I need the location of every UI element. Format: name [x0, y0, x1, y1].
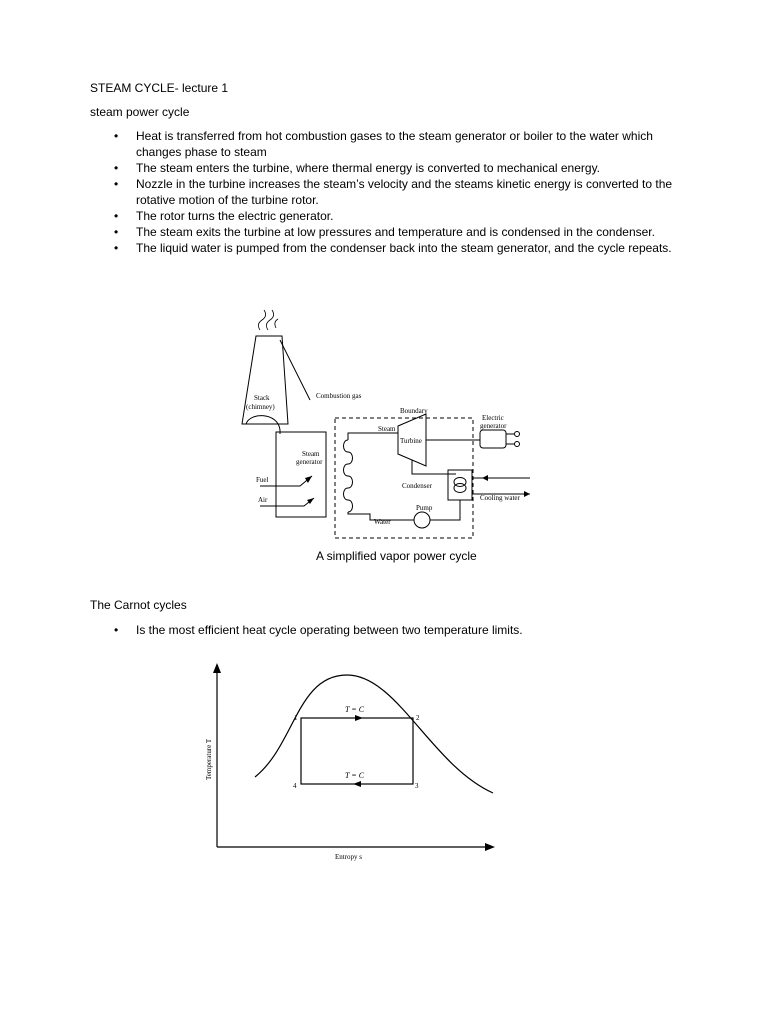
top-flow-arrow [355, 715, 363, 721]
water-label: Water [374, 518, 391, 526]
bullet-text: Heat is transferred from hot combustion gases to the steam generator or boiler to the water which changes phase to steam [136, 129, 653, 159]
combustion-gas-label: Combustion gas [316, 392, 362, 400]
carnot-ts-diagram [195, 655, 505, 870]
condenser-label: Condenser [402, 482, 432, 490]
cooling-water-label: Cooling water [480, 494, 520, 502]
electric-generator-label-2: generator [480, 422, 507, 430]
stack-label-2: (chimney) [246, 403, 275, 411]
figure1-caption: A simplified vapor power cycle [316, 549, 477, 563]
section2-heading: The Carnot cycles [90, 598, 187, 612]
steam-label: Steam [378, 425, 396, 433]
steam-generator [276, 432, 326, 517]
electric-generator [480, 430, 506, 448]
bullet-dot-icon: • [114, 241, 119, 255]
steam-generator-label-1: Steam [302, 450, 320, 458]
bullet-text: The rotor turns the electric generator. [136, 209, 334, 223]
bullet-text: Nozzle in the turbine increases the steam’s velocity and the steams kinetic energy is converted to the rotative motion of the turbine rotor. [136, 177, 673, 207]
point-3-label: 3 [415, 782, 419, 790]
section1-heading: steam power cycle [90, 105, 190, 119]
steam-generator-label-2: generator [296, 458, 323, 466]
air-arrow [260, 498, 314, 506]
saturation-dome [255, 675, 493, 793]
section1-bullet-list [110, 128, 680, 256]
list-item [110, 160, 680, 176]
boiler-coil [344, 440, 353, 512]
doc-title: STEAM CYCLE- lecture 1 [90, 81, 229, 95]
y-axis-label: Temperature T [205, 738, 213, 780]
vapor-power-cycle-diagram [230, 300, 540, 545]
y-axis-arrowhead [213, 663, 221, 673]
fuel-label: Fuel [256, 476, 269, 484]
pump-label: Pump [416, 504, 433, 512]
list-item [110, 240, 680, 256]
x-axis-label: Entropy s [335, 853, 363, 861]
section2-bullet-list [110, 622, 680, 638]
bullet-dot-icon: • [114, 225, 119, 239]
boundary-label: Boundary [400, 407, 428, 415]
x-axis-arrowhead [485, 843, 495, 851]
point-2-label: 2 [416, 714, 420, 722]
pump [414, 512, 430, 528]
list-item [110, 208, 680, 224]
bottom-flow-arrow [353, 781, 361, 787]
bullet-dot-icon: • [114, 129, 119, 143]
bottom-line-label: T = C [345, 771, 365, 780]
bullet-dot-icon: • [114, 209, 119, 223]
list-item [110, 176, 680, 208]
point-4-label: 4 [293, 782, 297, 790]
bullet-dot-icon: • [114, 161, 119, 175]
list-item [110, 128, 680, 160]
bullet-text: The steam enters the turbine, where thermal energy is converted to mechanical energy. [136, 161, 601, 175]
top-line-label: T = C [345, 705, 365, 714]
bullet-text: The steam exits the turbine at low pressures and temperature and is condensed in the condenser. [136, 225, 655, 239]
stack-label-1: Stack [254, 394, 270, 402]
air-label: Air [258, 496, 268, 504]
list-item [110, 224, 680, 240]
bullet-dot-icon: • [114, 623, 119, 637]
smoke-icon [258, 310, 278, 330]
bullet-text: Is the most efficient heat cycle operating between two temperature limits. [136, 623, 523, 637]
electric-generator-label-1: Electric [482, 414, 504, 422]
bullet-dot-icon: • [114, 177, 119, 191]
bullet-text: The liquid water is pumped from the condenser back into the steam generator, and the cycle repeats. [136, 241, 672, 255]
list-item [110, 622, 680, 638]
turbine-label: Turbine [400, 437, 422, 445]
point-1-label: 1 [294, 714, 298, 722]
